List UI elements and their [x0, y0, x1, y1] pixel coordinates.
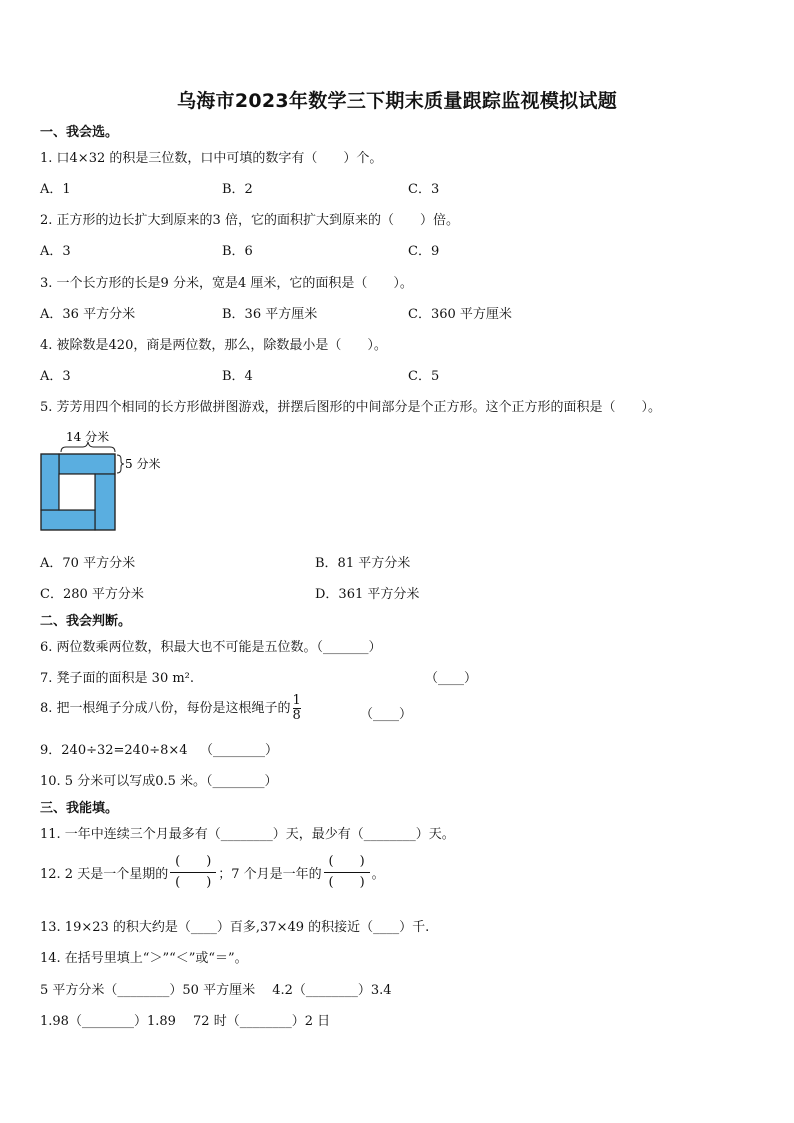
- q2-option-a[interactable]: A．3: [40, 244, 71, 259]
- question-14: 14. 在括号里填上“＞”“＜”或“＝”。: [40, 951, 248, 966]
- numerator-blank[interactable]: ( ): [328, 854, 365, 869]
- tile-right: [95, 474, 115, 530]
- question-9: 9．240÷32=240÷8×4: [40, 743, 188, 758]
- question-3: 3. 一个长方形的长是9 分米，宽是4 厘米，它的面积是（ ）。: [40, 276, 413, 291]
- numerator-blank[interactable]: ( ): [175, 854, 212, 869]
- question-1: 1. 口4×32 的积是三位数，口中可填的数字有（ ）个。: [40, 151, 383, 166]
- q12-fraction-blank-2[interactable]: [324, 852, 370, 893]
- q3-option-b[interactable]: B．36 平方厘米: [222, 307, 318, 322]
- q14-row-2: 1.98（________）1.89 72 时（________）2 日: [40, 1014, 331, 1029]
- q3-option-c[interactable]: C．360 平方厘米: [408, 307, 512, 322]
- question-11: 11. 一年中连续三个月最多有（________）天，最少有（________）天。: [40, 827, 455, 842]
- inner-square: [59, 474, 95, 510]
- q1-option-b[interactable]: B．2: [222, 182, 253, 197]
- q3-option-a[interactable]: A．36 平方分米: [40, 307, 136, 322]
- question-8: [40, 694, 303, 723]
- q2-option-b[interactable]: B．6: [222, 244, 253, 259]
- q2-option-c[interactable]: C．9: [408, 244, 440, 259]
- question-2: 2. 正方形的边长扩大到原来的3 倍，它的面积扩大到原来的（ ）倍。: [40, 213, 459, 228]
- q9-answer-blank[interactable]: （________）: [200, 743, 279, 758]
- question-12-text: 12. 2 天是一个星期的: [40, 867, 169, 882]
- denominator-blank[interactable]: ( ): [175, 875, 212, 890]
- section-heading-fill: 三、我能填。: [40, 801, 119, 816]
- q7-answer-blank[interactable]: （____）: [425, 671, 478, 686]
- question-12: [40, 852, 385, 893]
- question-12-text-middle: ；7 个月是一年的: [218, 867, 322, 882]
- fraction-numerator: 1: [292, 693, 301, 708]
- question-13: 13. 19×23 的积大约是（____）百多,37×49 的积接近（____）千.: [40, 920, 430, 935]
- q8-answer-blank[interactable]: （____）: [360, 707, 413, 722]
- section-heading-choice: 一、我会选。: [40, 125, 119, 140]
- fraction-one-eighth: [293, 694, 301, 723]
- q1-option-c[interactable]: C．3: [408, 182, 440, 197]
- tile-top: [59, 454, 115, 474]
- q5-option-c[interactable]: C．280 平方分米: [40, 587, 144, 602]
- denominator-blank[interactable]: ( ): [328, 875, 365, 890]
- q12-fraction-blank-1[interactable]: [170, 852, 216, 893]
- width-label: 5 分米: [125, 457, 161, 471]
- q4-option-a[interactable]: A．3: [40, 369, 71, 384]
- q5-option-d[interactable]: D．361 平方分米: [315, 587, 420, 602]
- q14-row-1: 5 平方分米（________）50 平方厘米 4.2（________）3.4: [40, 983, 392, 998]
- section-heading-judge: 二、我会判断。: [40, 614, 132, 629]
- q5-option-b[interactable]: B．81 平方分米: [315, 556, 411, 571]
- q5-option-a[interactable]: A．70 平方分米: [40, 556, 136, 571]
- fraction-denominator: 8: [292, 708, 301, 723]
- question-7: 7. 凳子面的面积是 30 m².: [40, 671, 195, 686]
- question-5: 5. 芳芳用四个相同的长方形做拼图游戏，拼摆后图形的中间部分是个正方形。这个正方形的面积是（ ）。: [40, 400, 662, 415]
- question-6: 6. 两位数乘两位数，积最大也不可能是五位数。（_______）: [40, 640, 382, 655]
- q1-option-a[interactable]: A．1: [40, 182, 71, 197]
- page-title: 乌海市2023年数学三下期末质量跟踪监视模拟试题: [176, 90, 618, 112]
- q4-option-c[interactable]: C．5: [408, 369, 440, 384]
- question-8-text: 8. 把一根绳子分成八份，每份是这根绳子的: [40, 701, 291, 716]
- length-label: 14 分米: [66, 430, 110, 444]
- tile-left: [41, 454, 59, 510]
- question-12-end: 。: [371, 867, 385, 882]
- q4-option-b[interactable]: B．4: [222, 369, 253, 384]
- rectangle-puzzle-figure: [36, 428, 176, 532]
- question-4: 4. 被除数是420，商是两位数，那么，除数最小是（ ）。: [40, 338, 387, 353]
- right-brace: [117, 455, 124, 473]
- question-10: 10. 5 分米可以写成0.5 米。（________）: [40, 774, 278, 789]
- tile-bottom: [41, 510, 95, 530]
